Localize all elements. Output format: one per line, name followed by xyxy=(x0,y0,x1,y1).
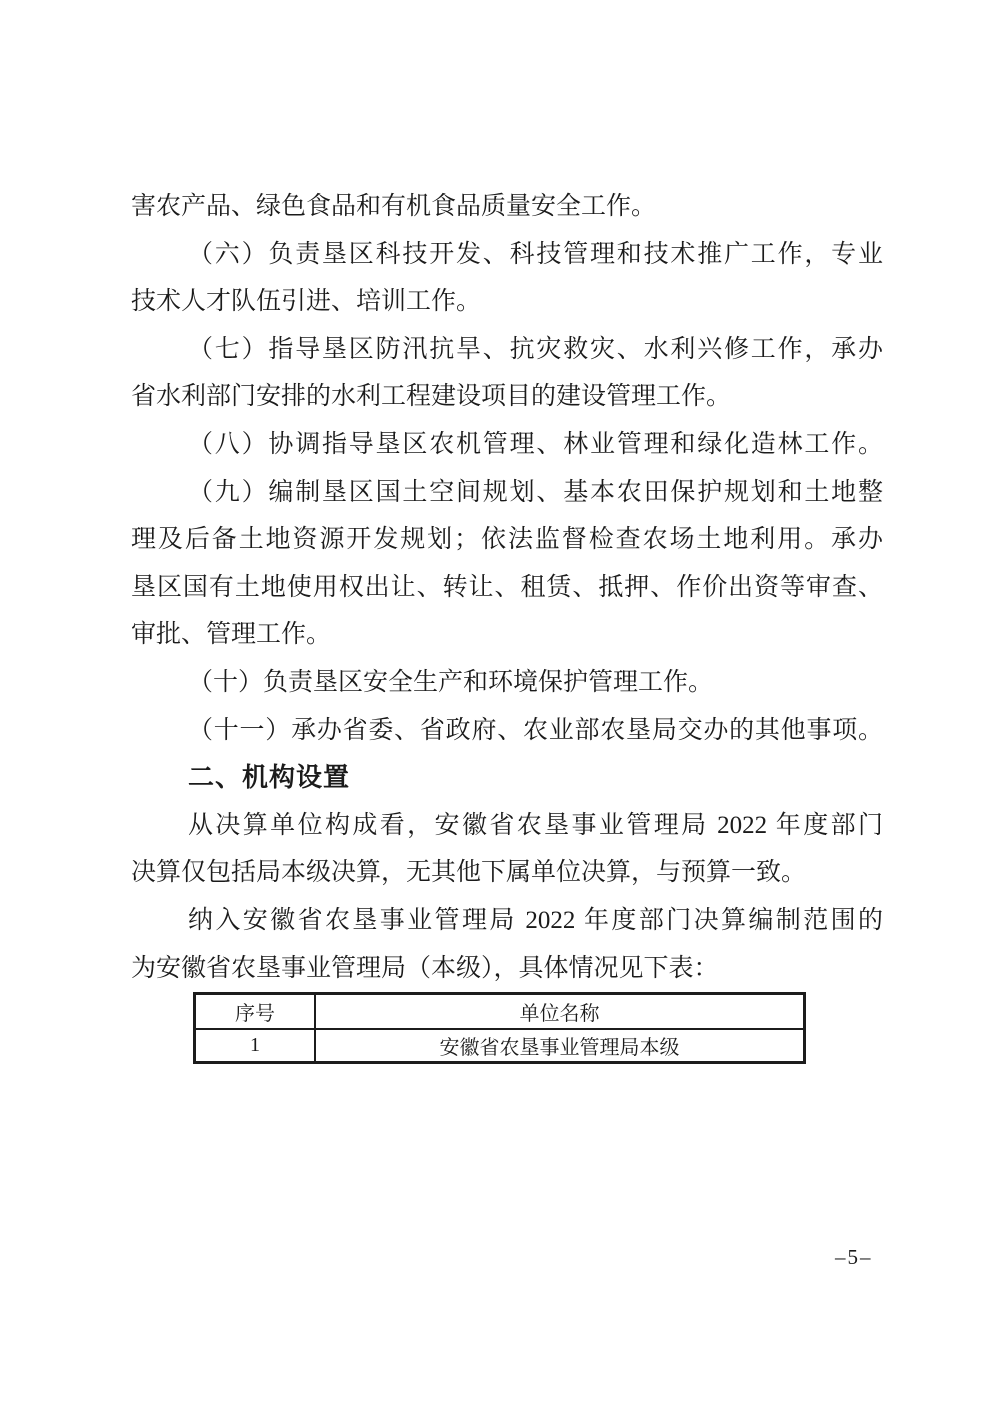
table-cell-seq-number: 1 xyxy=(195,1029,316,1063)
body-line: 为安徽省农垦事业管理局（本级），具体情况见下表： xyxy=(131,954,719,982)
body-line: （十）负责垦区安全生产和环境保护管理工作。 xyxy=(188,668,714,696)
table-cell-unit-name: 安徽省农垦事业管理局本级 xyxy=(315,1029,805,1063)
body-line: 纳入安徽省农垦事业管理局 2022 年度部门决算编制范围的 xyxy=(188,906,883,934)
page-number: –5– xyxy=(835,1245,873,1269)
table-header-seq-number: 序号 xyxy=(195,994,316,1030)
table-header-unit-name: 单位名称 xyxy=(315,994,805,1030)
body-line: 技术人才队伍引进、培训工作。 xyxy=(131,288,482,316)
body-line: 省水利部门安排的水利工程建设项目的建设管理工作。 xyxy=(131,383,732,411)
section-heading-organization-setup: 二、机构设置 xyxy=(188,762,351,793)
body-line: 害农产品、绿色食品和有机食品质量安全工作。 xyxy=(131,193,657,220)
body-text-block xyxy=(131,183,883,992)
table-header-row xyxy=(195,994,805,1030)
body-line: 决算仅包括局本级决算，无其他下属单位决算，与预算一致。 xyxy=(131,859,807,887)
body-line: （七）指导垦区防汛抗旱、抗灾救灾、水利兴修工作，承办 xyxy=(188,335,883,363)
body-line: （八）协调指导垦区农机管理、林业管理和绿化造林工作。 xyxy=(188,430,883,458)
body-line: 审批、管理工作。 xyxy=(131,621,332,649)
body-line: （九）编制垦区国土空间规划、基本农田保护规划和土地整 xyxy=(188,478,883,506)
body-line: 垦区国有土地使用权出让、转让、租赁、抵押、作价出资等审查、 xyxy=(131,573,883,601)
body-line: 理及后备土地资源开发规划；依法监督检查农场土地利用。承办 xyxy=(131,526,883,554)
table-row xyxy=(195,1029,805,1063)
body-line: （十一）承办省委、省政府、农业部农垦局交办的其他事项。 xyxy=(188,716,883,744)
body-line: 从决算单位构成看，安徽省农垦事业管理局 2022 年度部门 xyxy=(188,811,883,839)
unit-list-table xyxy=(193,992,806,1064)
body-line: （六）负责垦区科技开发、科技管理和技术推广工作，专业 xyxy=(188,240,883,268)
